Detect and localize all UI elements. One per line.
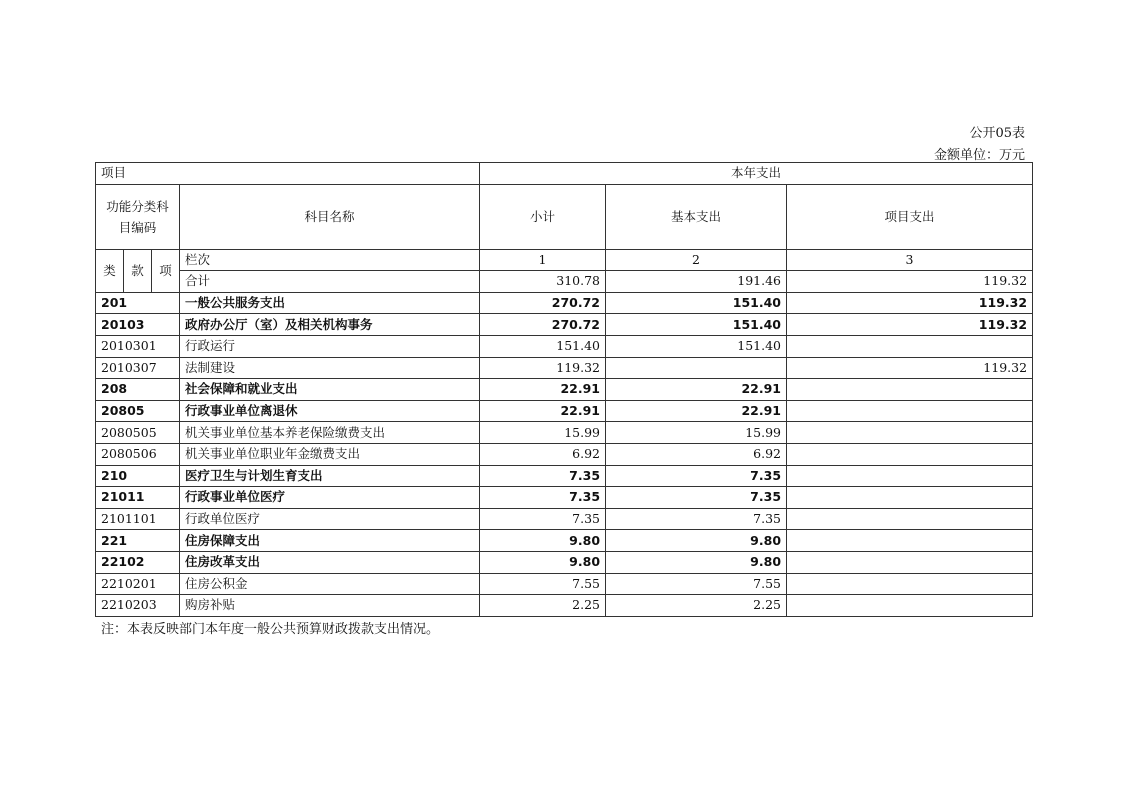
row-code: 210 (96, 465, 180, 487)
row-project: 119.32 (787, 357, 1033, 379)
row-subject-name: 行政单位医疗 (180, 508, 480, 530)
row-project: 119.32 (787, 292, 1033, 314)
row-basic: 7.55 (606, 573, 787, 595)
column-label: 栏次 (180, 249, 480, 271)
row-subject-name: 机关事业单位职业年金缴费支出 (180, 443, 480, 465)
total-row (96, 271, 1033, 293)
total-basic: 191.46 (606, 271, 787, 293)
header-kuan: 款 (124, 249, 152, 292)
total-subtotal: 310.78 (480, 271, 606, 293)
row-code: 2080505 (96, 422, 180, 444)
row-basic: 151.40 (606, 292, 787, 314)
row-project (787, 443, 1033, 465)
row-subtotal: 22.91 (480, 379, 606, 401)
row-code: 2080506 (96, 443, 180, 465)
header-lei: 类 (96, 249, 124, 292)
row-basic: 22.91 (606, 400, 787, 422)
row-project: 119.32 (787, 314, 1033, 336)
row-subject-name: 社会保障和就业支出 (180, 379, 480, 401)
row-subtotal: 151.40 (480, 335, 606, 357)
row-project (787, 530, 1033, 552)
total-label: 合计 (180, 271, 480, 293)
table-row (96, 422, 1033, 444)
row-project (787, 465, 1033, 487)
row-code: 2010301 (96, 335, 180, 357)
row-basic: 151.40 (606, 314, 787, 336)
row-project (787, 422, 1033, 444)
table-row (96, 487, 1033, 509)
header-func-code: 功能分类科目编码 (96, 184, 180, 249)
row-code: 2210201 (96, 573, 180, 595)
row-subtotal: 7.35 (480, 487, 606, 509)
header-current-year: 本年支出 (480, 163, 1033, 185)
row-subject-name: 住房保障支出 (180, 530, 480, 552)
header-subject-name: 科目名称 (180, 184, 480, 249)
row-project (787, 573, 1033, 595)
total-project: 119.32 (787, 271, 1033, 293)
row-subject-name: 住房公积金 (180, 573, 480, 595)
row-project (787, 400, 1033, 422)
table-row (96, 335, 1033, 357)
header-subtotal: 小计 (480, 184, 606, 249)
row-basic (606, 357, 787, 379)
table-row (96, 595, 1033, 617)
row-basic: 2.25 (606, 595, 787, 617)
row-subtotal: 7.35 (480, 508, 606, 530)
row-basic: 7.35 (606, 465, 787, 487)
row-code: 2101101 (96, 508, 180, 530)
row-code: 221 (96, 530, 180, 552)
row-basic: 6.92 (606, 443, 787, 465)
table-row (96, 357, 1033, 379)
column-index-row (96, 249, 1033, 271)
row-basic: 9.80 (606, 530, 787, 552)
amount-unit: 金额单位：万元 (933, 148, 1025, 163)
table-row (96, 400, 1033, 422)
table-row (96, 379, 1033, 401)
table-row (96, 292, 1033, 314)
row-subtotal: 6.92 (480, 443, 606, 465)
row-subject-name: 行政运行 (180, 335, 480, 357)
table-row (96, 314, 1033, 336)
row-subtotal: 15.99 (480, 422, 606, 444)
row-code: 22102 (96, 551, 180, 573)
column-index-3: 3 (787, 249, 1033, 271)
row-code: 20103 (96, 314, 180, 336)
row-subtotal: 270.72 (480, 292, 606, 314)
row-project (787, 595, 1033, 617)
table-row (96, 530, 1033, 552)
table-row (96, 508, 1033, 530)
row-subtotal: 2.25 (480, 595, 606, 617)
row-subtotal: 7.35 (480, 465, 606, 487)
row-code: 201 (96, 292, 180, 314)
table-row (96, 551, 1033, 573)
row-subject-name: 医疗卫生与计划生育支出 (180, 465, 480, 487)
row-subject-name: 法制建设 (180, 357, 480, 379)
row-subtotal: 9.80 (480, 530, 606, 552)
header-project: 项目 (96, 163, 480, 185)
form-number: 公开05表 (969, 126, 1025, 141)
column-index-2: 2 (606, 249, 787, 271)
row-basic: 151.40 (606, 335, 787, 357)
row-basic: 7.35 (606, 508, 787, 530)
row-subtotal: 9.80 (480, 551, 606, 573)
row-code: 2210203 (96, 595, 180, 617)
header-row-1 (96, 163, 1033, 185)
row-subject-name: 购房补贴 (180, 595, 480, 617)
row-project (787, 508, 1033, 530)
header-xiang: 项 (152, 249, 180, 292)
row-code: 208 (96, 379, 180, 401)
row-subject-name: 政府办公厅（室）及相关机构事务 (180, 314, 480, 336)
row-subject-name: 行政事业单位离退休 (180, 400, 480, 422)
row-code: 20805 (96, 400, 180, 422)
row-basic: 7.35 (606, 487, 787, 509)
row-code: 21011 (96, 487, 180, 509)
table-row (96, 573, 1033, 595)
header-project-exp: 项目支出 (787, 184, 1033, 249)
footnote: 注：本表反映部门本年度一般公共预算财政拨款支出情况。 (101, 622, 440, 637)
row-basic: 15.99 (606, 422, 787, 444)
column-index-1: 1 (480, 249, 606, 271)
row-subject-name: 住房改革支出 (180, 551, 480, 573)
row-project (787, 551, 1033, 573)
row-project (787, 487, 1033, 509)
row-subtotal: 119.32 (480, 357, 606, 379)
row-subtotal: 22.91 (480, 400, 606, 422)
row-basic: 9.80 (606, 551, 787, 573)
expenditure-table (95, 162, 1033, 617)
row-project (787, 379, 1033, 401)
row-subtotal: 270.72 (480, 314, 606, 336)
table-row (96, 465, 1033, 487)
table-row (96, 443, 1033, 465)
row-subject-name: 机关事业单位基本养老保险缴费支出 (180, 422, 480, 444)
row-basic: 22.91 (606, 379, 787, 401)
row-subject-name: 行政事业单位医疗 (180, 487, 480, 509)
row-subtotal: 7.55 (480, 573, 606, 595)
row-project (787, 335, 1033, 357)
header-row-2 (96, 184, 1033, 249)
row-subject-name: 一般公共服务支出 (180, 292, 480, 314)
header-basic: 基本支出 (606, 184, 787, 249)
row-code: 2010307 (96, 357, 180, 379)
